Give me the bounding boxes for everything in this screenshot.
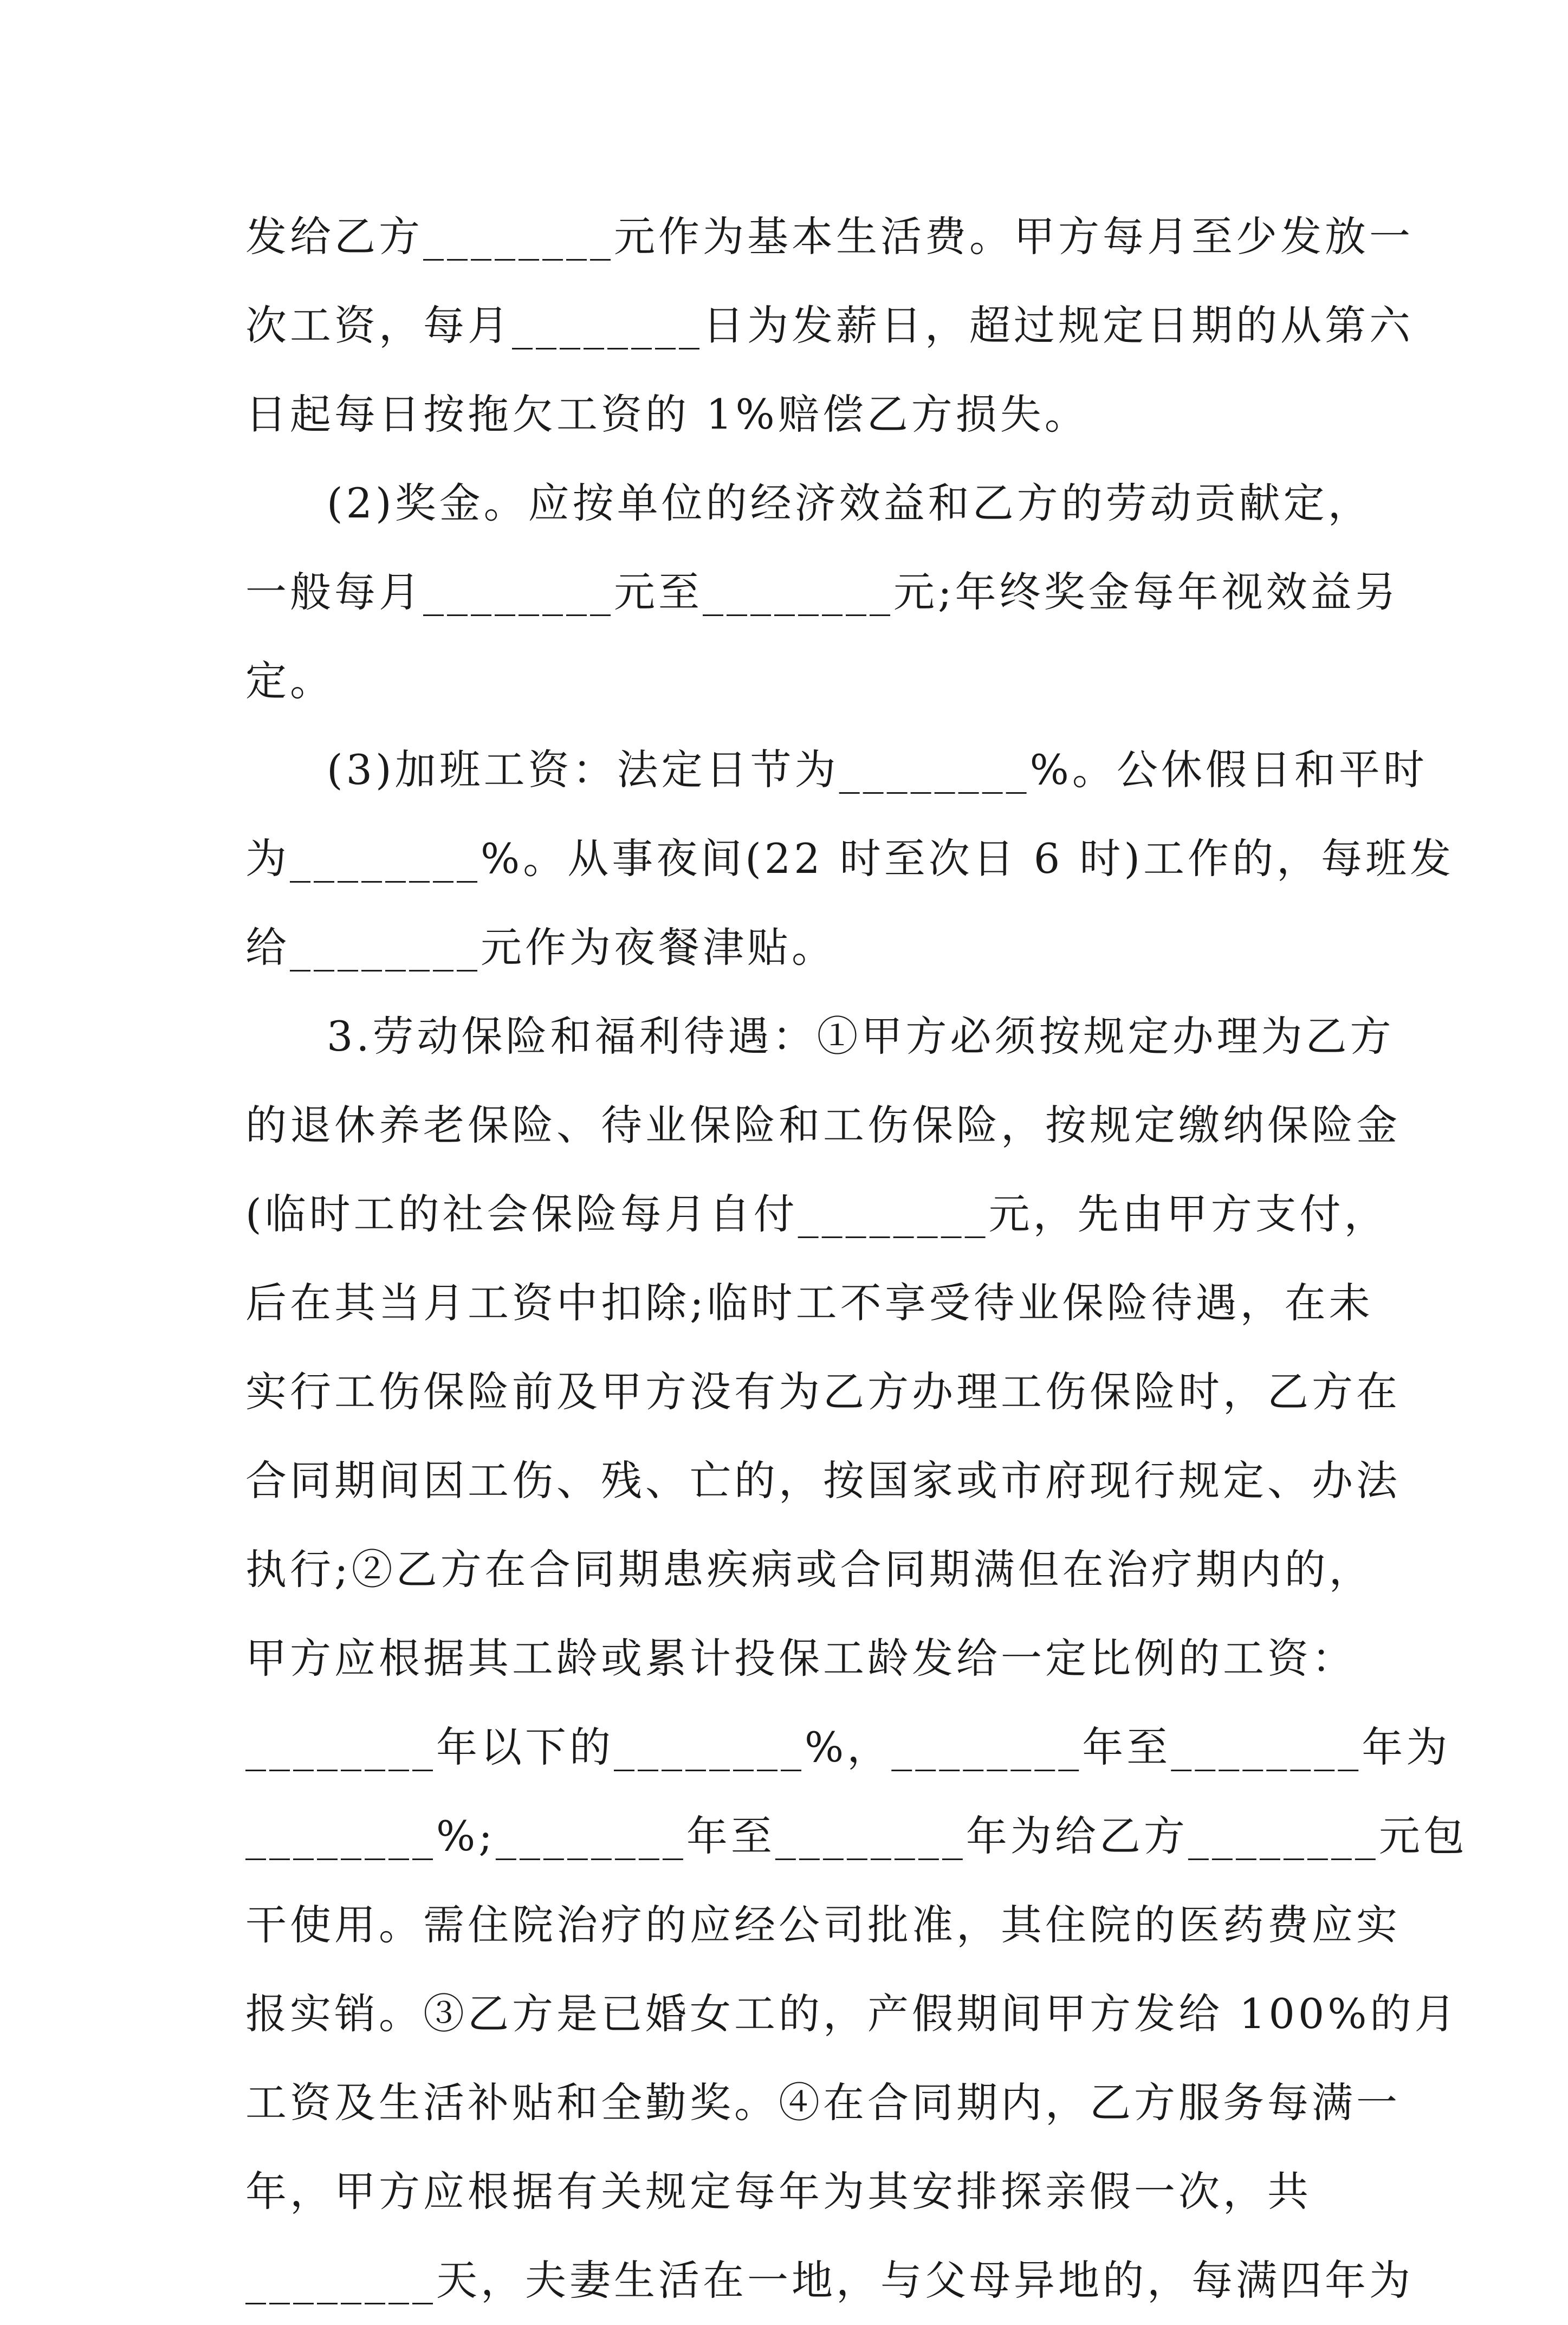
text-line-2: 次工资，每月________日为发薪日，超过规定日期的从第六 xyxy=(245,301,1414,349)
text-line-11: 的退休养老保险、待业保险和工伤保险，按规定缴纳保险金 xyxy=(245,1101,1401,1149)
text-line-14: 实行工伤保险前及甲方没有为乙方办理工伤保险时，乙方在 xyxy=(245,1368,1401,1416)
text-line-6: 定。 xyxy=(245,657,334,705)
text-line-22: 工资及生活补贴和全勤奖。④在合同期内，乙方服务每满一 xyxy=(245,2078,1401,2127)
text-line-18: ________年以下的________%，________年至________年为 xyxy=(245,1723,1451,1771)
text-line-7: (3)加班工资：法定日节为________%。公休假日和平时 xyxy=(327,746,1428,794)
text-line-16: 执行;②乙方在合同期患疾病或合同期满但在治疗期内的， xyxy=(245,1545,1373,1594)
text-line-23: 年，甲方应根据有关规定每年为其安排探亲假一次，共 xyxy=(245,2167,1312,2216)
text-line-12: (临时工的社会保险每月自付________元，先由甲方支付， xyxy=(245,1190,1389,1238)
text-line-17: 甲方应根据其工龄或累计投保工龄发给一定比例的工资： xyxy=(245,1634,1356,1682)
text-line-3: 日起每日按拖欠工资的 1%赔偿乙方损失。 xyxy=(245,390,1089,438)
text-line-19: ________%;________年至________年为给乙方________元包 xyxy=(245,1812,1468,1860)
text-line-10: 3.劳动保险和福利待遇：①甲方必须按规定办理为乙方 xyxy=(327,1012,1395,1060)
contract-text-block xyxy=(245,192,1468,2325)
text-line-8: 为________%。从事夜间(22 时至次日 6 时)工作的，每班发 xyxy=(245,834,1455,883)
text-line-21: 报实销。③乙方是已婚女工的，产假期间甲方发给 100%的月 xyxy=(245,1990,1459,2038)
text-line-13: 后在其当月工资中扣除;临时工不享受待业保险待遇，在未 xyxy=(245,1279,1373,1327)
text-line-5: 一般每月________元至________元;年终奖金每年视效益另 xyxy=(245,568,1399,616)
text-line-9: 给________元作为夜餐津贴。 xyxy=(245,923,836,972)
text-line-1: 发给乙方________元作为基本生活费。甲方每月至少发放一 xyxy=(245,212,1414,261)
text-line-24: ________天，夫妻生活在一地，与父母异地的，每满四年为 xyxy=(245,2256,1414,2304)
text-line-20: 干使用。需住院治疗的应经公司批准，其住院的医药费应实 xyxy=(245,1901,1401,1949)
text-line-4: (2)奖金。应按单位的经济效益和乙方的劳动贡献定， xyxy=(327,479,1372,527)
text-line-15: 合同期间因工伤、残、亡的，按国家或市府现行规定、办法 xyxy=(245,1456,1401,1505)
